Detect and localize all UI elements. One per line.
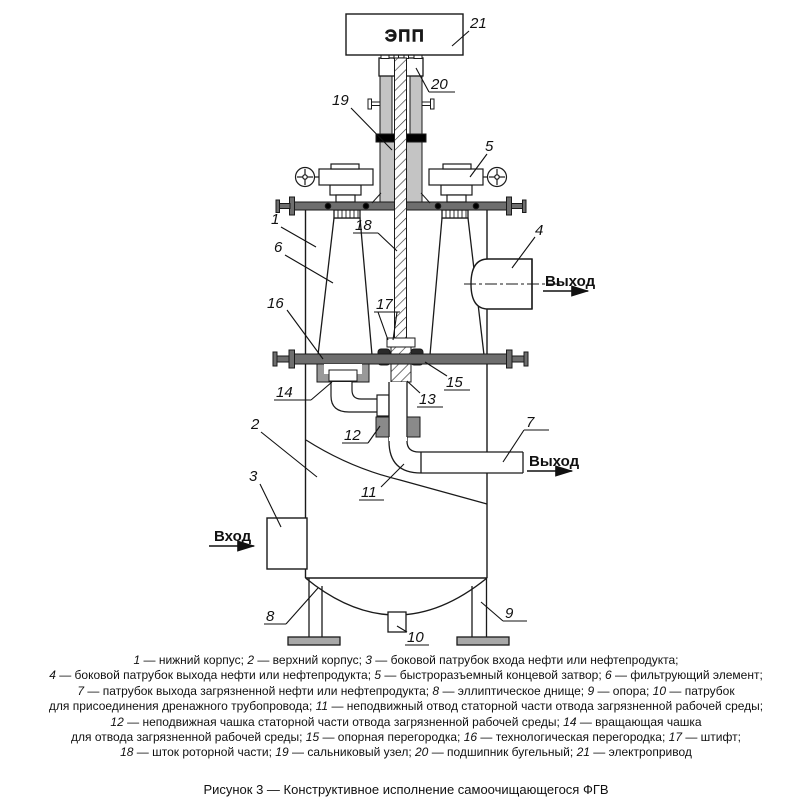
callout-20: 20 [431,76,448,93]
callout-16: 16 [267,295,284,312]
figure-caption: Рисунок 3 — Конструктивное исполнение самоочищающегося ФГВ [203,782,609,797]
end-closure-right [429,164,507,202]
shaft-pin-cap [387,338,415,347]
callout-8: 8 [266,608,275,625]
cone-collar-right [442,210,468,218]
callout-21: 21 [470,15,487,32]
callout-19: 19 [332,92,349,109]
filter-cone-left [318,218,372,355]
legend-line-1: 1 — нижний корпус; 2 — верхний корпус; 3 — боковой патрубок входа нефти или нефтепродукта; [133,653,679,667]
outlet-bottom-annotation [527,453,580,471]
cup-elbow-pipe [331,382,389,416]
callout-2: 2 [251,416,260,433]
end-closure-left [296,164,374,202]
stator-cup-block-left [376,417,389,437]
inlet-nozzle [209,518,307,569]
callout-14: 14 [276,384,293,401]
callout-5: 5 [485,138,494,155]
elliptic-bottom [306,578,488,615]
legend [0,653,812,761]
flange-bolt [363,203,369,209]
motor-label: ЭПП [385,28,426,45]
callout-4: 4 [535,222,544,239]
base-plate-right [457,637,509,645]
flange-bolt [325,203,331,209]
callout-6: 6 [274,239,283,256]
legend-line-4: для присоединения дренажного трубопровода; 11 — неподвижный отвод статорной части отвода загрязненной рабочей среды; [48,699,764,714]
flange-bolt [473,203,479,209]
callout-10: 10 [407,629,424,646]
callout-9: 9 [505,605,514,622]
rotating-cup [317,364,369,382]
electric-drive [346,14,463,59]
callout-12: 12 [344,427,361,444]
legend-line-3: 7 — патрубок выхода загрязненной нефти или нефтепродукта; 8 — эллиптическое днище; 9 — опора; 10 — патрубок [77,683,735,698]
callout-7: 7 [526,414,535,431]
callout-1: 1 [271,211,280,228]
callout-18: 18 [355,217,372,234]
legend-line-6: для отвода загрязненной рабочей среды; 15 — опорная перегородка; 16 — технологическая перегородка; 17 — штифт; [71,730,741,745]
callout-15: 15 [446,374,463,391]
legend-line-7: 18 — шток роторной части; 19 — сальниковый узел; 20 — подшипник бугельный; 21 — электропривод [120,745,692,760]
stator-cup-block-right [407,417,420,437]
inlet-label: Вход [214,528,252,545]
legend-line-5: 12 — неподвижная чашка статорной части отвода загрязненной рабочей среды; 14 — вращающая чашка [110,714,702,729]
flange-bolt [435,203,441,209]
outlet-top-nozzle [464,259,596,309]
callout-13: 13 [419,391,436,408]
legend-line-2: 4 — боковой патрубок выхода нефти или нефтепродукта; 5 — быстроразъемный концевой затвор; 6 — фильтрующий элемент; [49,668,763,683]
callout-11: 11 [361,484,377,501]
base-plate-left [288,637,340,645]
callout-17: 17 [376,296,393,313]
outlet-bottom-label: Выход [529,453,580,470]
outlet-top-label: Выход [545,273,596,290]
stator-outlet-pipe [376,382,523,473]
drain-nozzle [388,612,406,632]
callout-3: 3 [249,468,258,485]
